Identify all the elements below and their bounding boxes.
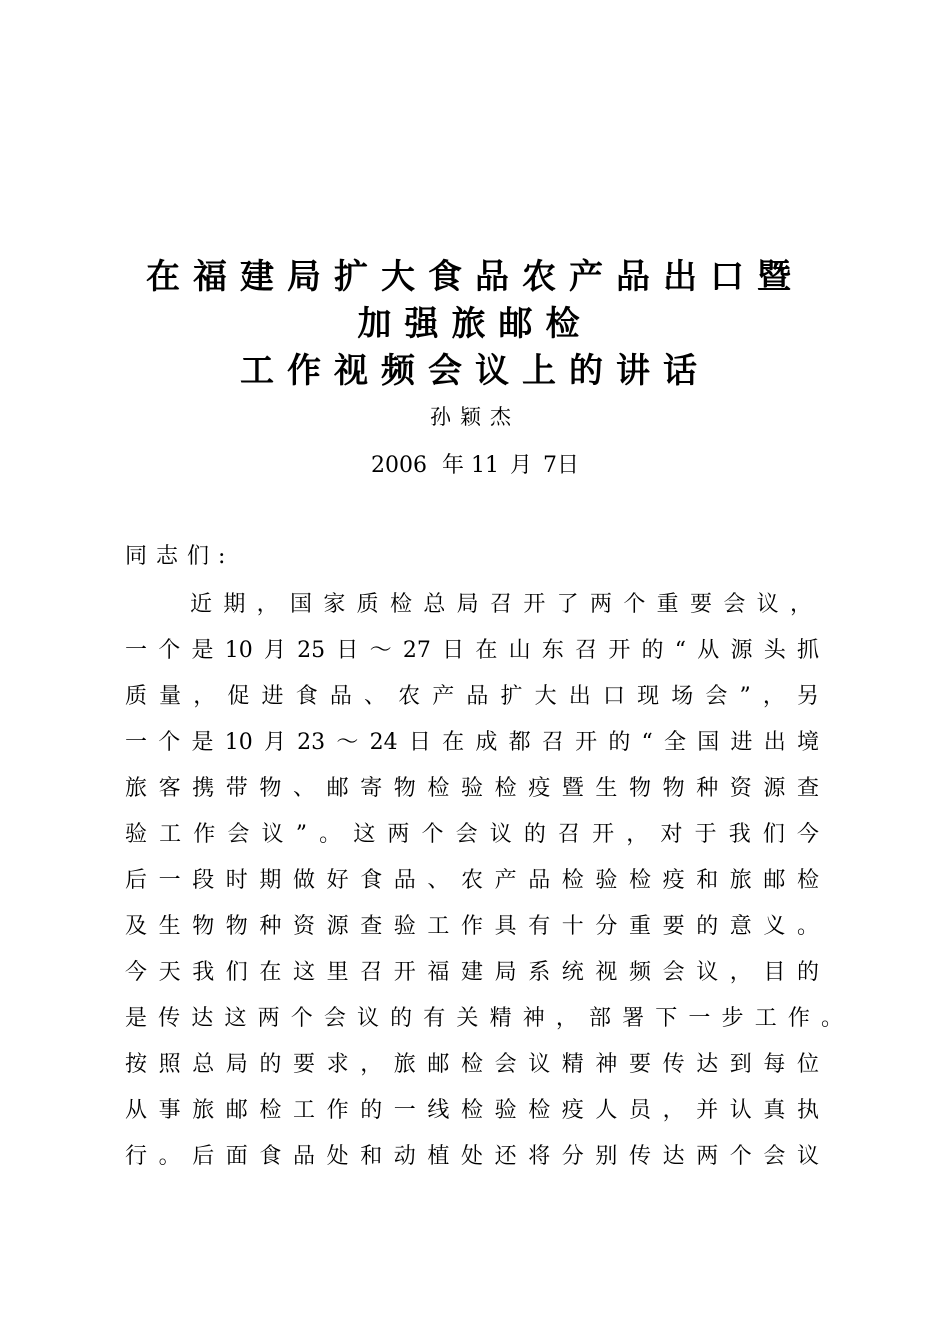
body-line-6: 验工作会议”。这两个会议的召开，对于我们今 — [125, 822, 819, 847]
body-line-7: 后一段时期做好食品、农产品检验检疫和旅邮检 — [125, 868, 819, 893]
date-year: 2006 — [370, 453, 427, 478]
date-day: 7 — [543, 453, 557, 478]
body-line-10: 是传达这两个会议的有关精神，部署下一步工作。 — [125, 1006, 843, 1031]
greeting: 同志们: — [125, 544, 235, 569]
body-line-4: 一个是10月23～24日在成都召开的“全国进出境 — [125, 730, 819, 755]
body-line-8: 及生物物种资源查验工作具有十分重要的意义。 — [125, 914, 819, 939]
body-line-1: 近期，国家质检总局召开了两个重要会议， — [190, 592, 812, 617]
body-line-13: 行。后面食品处和动植处还将分别传达两个会议 — [125, 1144, 819, 1169]
date-year-unit: 年 — [441, 453, 464, 478]
body-line-11: 按照总局的要求，旅邮检会议精神要传达到每位 — [125, 1052, 819, 1077]
body-line-3: 质量，促进食品、农产品扩大出口现场会”，另 — [125, 684, 819, 709]
title-line-2: 加强旅邮检 — [357, 304, 593, 344]
date-month-unit: 月 — [509, 453, 532, 478]
body-line-9: 今天我们在这里召开福建局系统视频会议，目的 — [125, 960, 819, 985]
title-line-3: 工作视频会议上的讲话 — [240, 351, 710, 391]
body-line-5: 旅客携带物、邮寄物检验检疫暨生物物种资源查 — [125, 776, 819, 801]
date-day-unit: 日 — [557, 453, 580, 478]
body-line-12: 从事旅邮检工作的一线检验检疫人员，并认真执 — [125, 1098, 819, 1123]
body-line-2: 一个是10月25日～27日在山东召开的“从源头抓 — [125, 638, 819, 663]
speech-date — [0, 455, 950, 477]
author-name: 孙颖杰 — [430, 405, 520, 429]
date-month: 11 — [470, 453, 499, 478]
title-line-1: 在福建局扩大食品农产品出口暨 — [146, 257, 804, 297]
